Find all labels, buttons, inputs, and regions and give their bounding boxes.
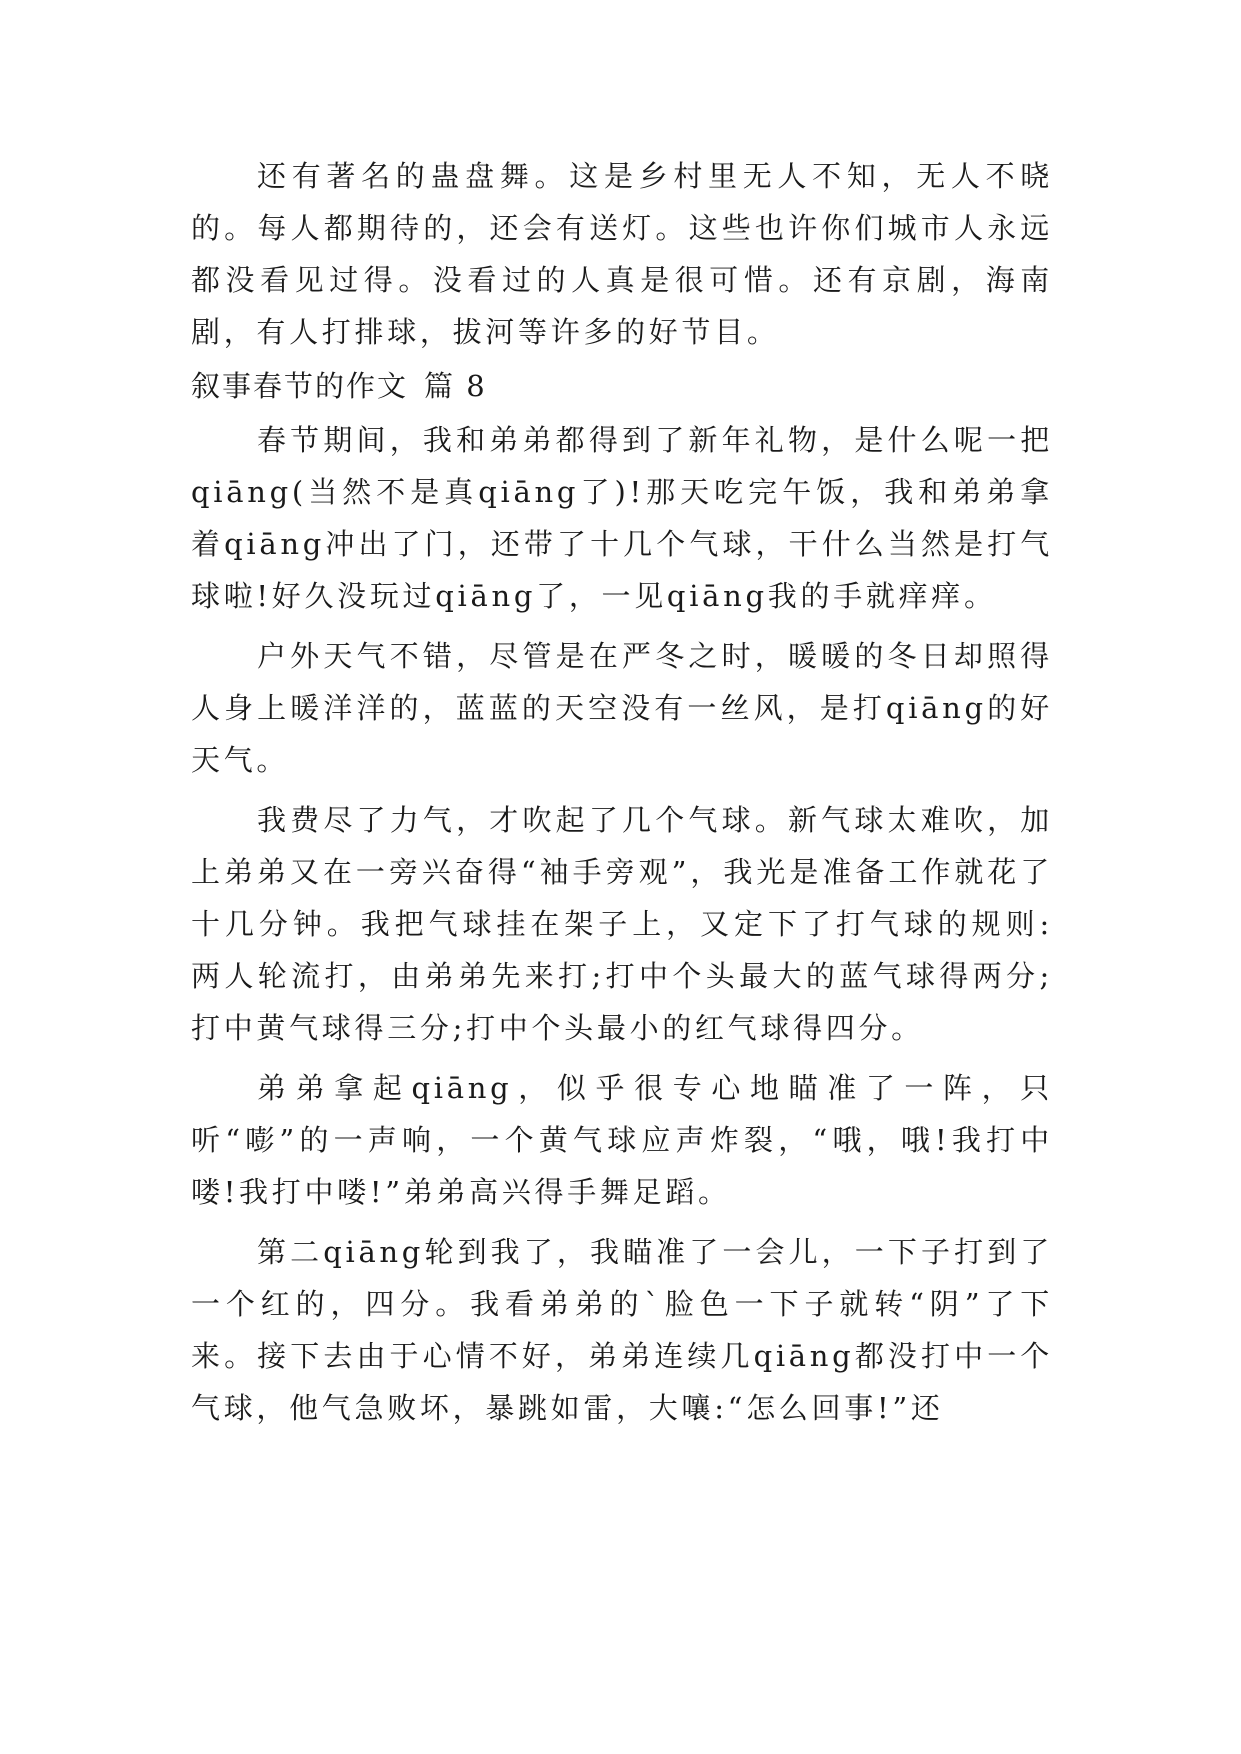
intro-paragraph: 还有著名的蛊盘舞。这是乡村里无人不知，无人不晓的。每人都期待的，还会有送灯。这些也许你们城市人永远都没看见过得。没看过的人真是很可惜。还有京剧，海南剧，有人打排球，拔河等许多的好节目。 [191,159,1053,349]
paragraph-spacer [191,786,1053,794]
body-paragraph-2: 户外天气不错，尽管是在严冬之时，暖暖的冬日却照得人身上暖洋洋的，蓝蓝的天空没有一丝风，是打qiāng的好天气。 [191,639,1053,777]
section-heading [191,358,1053,414]
paragraph-spacer [191,1054,1053,1062]
paragraph-spacer [191,622,1053,630]
paragraph-spacer [191,1218,1053,1226]
body-paragraph-5: 第二qiāng轮到我了，我瞄准了一会儿，一下子打到了一个红的，四分。我看弟弟的`脸色一下子就转“阴”了下来。接下去由于心情不好，弟弟连续几qiāng都没打中一个气球，他气急败坏，暴跳如雷，大嚷:“怎么回事!”还 [191,1235,1053,1425]
body-paragraph-4: 弟弟拿起qiāng，似乎很专心地瞄准了一阵，只听“嘭”的一声响，一个黄气球应声炸裂，“哦，哦!我打中喽!我打中喽!”弟弟高兴得手舞足蹈。 [191,1071,1053,1209]
section-number: 篇 8 [424,369,487,403]
section-title: 叙事春节的作文 [191,369,409,403]
body-paragraph-1: 春节期间，我和弟弟都得到了新年礼物，是什么呢一把qiāng(当然不是真qiāng了)!那天吃完午饭，我和弟弟拿着qiāng冲出了门，还带了十几个气球，干什么当然是打气球啦!好久没玩过qiāng了，一见qiāng我的手就痒痒。 [191,423,1053,613]
document-page [191,150,1053,1434]
body-paragraph-3: 我费尽了力气，才吹起了几个气球。新气球太难吹，加上弟弟又在一旁兴奋得“袖手旁观”，我光是准备工作就花了十几分钟。我把气球挂在架子上，又定下了打气球的规则:两人轮流打，由弟弟先来打;打中个头最大的蓝气球得两分;打中黄气球得三分;打中个头最小的红气球得四分。 [191,803,1053,1045]
